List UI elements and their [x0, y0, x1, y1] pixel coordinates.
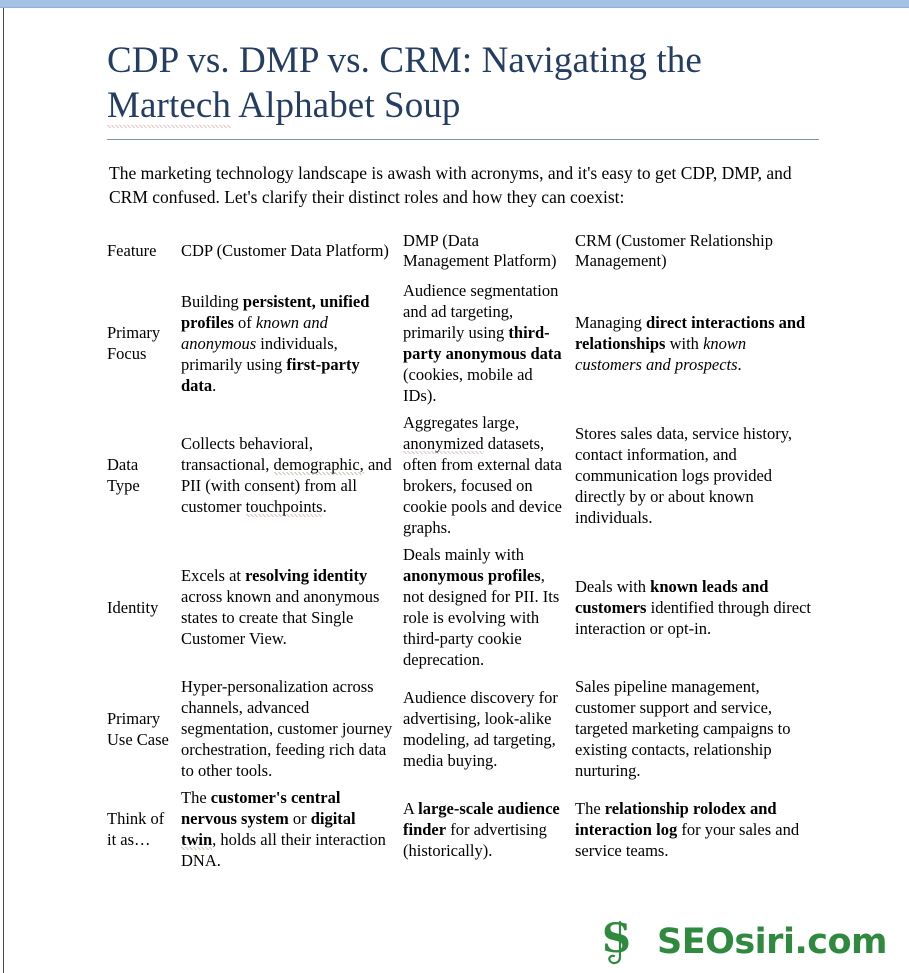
row-label-data-type: Data Type [107, 455, 140, 495]
cell-dmp-data-type: Aggregates large, anonymized datasets, often from external data brokers, focused on cookie pools and device graphs. [403, 413, 562, 537]
cell-crm-primary-focus: Managing direct interactions and relationships with known customers and prospects. [575, 312, 806, 374]
cell-cdp-primary-use-case: Hyper-personalization across channels, advanced segmentation, customer journey orchestration, feeding rich data to other tools. [181, 677, 393, 780]
page-title-line-2-rest: Alphabet Soup [230, 85, 461, 126]
seosiri-logo[interactable] [600, 917, 887, 967]
column-header-cdp: CDP (Customer Data Platform) [181, 241, 389, 260]
document-page [4, 8, 909, 973]
cell-crm-think-of-it-as: The relationship rolodex and interaction log for your sales and service teams. [575, 798, 800, 860]
browser-top-bar [0, 0, 909, 8]
cell-cdp-identity: Excels at resolving identity across known and anonymous states to create that Single Customer View. [181, 566, 380, 648]
title-divider [107, 139, 819, 140]
cell-cdp-primary-focus: Building persistent, unified profiles of known and anonymous individuals, primarily using first-party data. [181, 291, 370, 395]
cell-cdp-think-of-it-as: The customer's central nervous system or digital twin, holds all their interaction DNA. [181, 788, 386, 870]
row-label-primary-use-case: Primary Use Case [107, 708, 169, 749]
table-row [107, 541, 823, 673]
seosiri-logo-text: SEOsiri.com [656, 921, 887, 962]
cell-dmp-primary-use-case: Audience discovery for advertising, look-alike modeling, ad targeting, media buying. [403, 687, 558, 770]
cell-dmp-identity: Deals mainly with anonymous profiles, not designed for PII. Its role is evolving with third-party cookie deprecation. [403, 545, 560, 669]
table-header [107, 231, 823, 277]
seosiri-monogram-icon [600, 917, 644, 967]
cell-cdp-data-type: Collects behavioral, transactional, demographic, and PII (with consent) from all customer touchpoints. [181, 434, 392, 516]
svg-text:S: S [601, 917, 631, 962]
table-row [107, 277, 823, 409]
column-header-dmp: DMP (Data Management Platform) [403, 231, 557, 270]
cell-dmp-think-of-it-as: A large-scale audience finder for advertising (historically). [403, 798, 560, 860]
document-content [107, 38, 825, 874]
table-header-row [107, 231, 823, 277]
cell-crm-data-type: Stores sales data, service history, contact information, and communication logs provided directly by or about known individuals. [575, 423, 793, 527]
comparison-table [107, 231, 823, 874]
cell-crm-primary-use-case: Sales pipeline management, customer support and service, targeted marketing campaigns to existing contacts, relationship nurturing. [575, 677, 791, 780]
page-title [107, 38, 825, 128]
table-body [107, 277, 823, 874]
page-title-misspelled-word: Martech [107, 85, 231, 126]
page-title-line-1: CDP vs. DMP vs. CRM: Navigating the [107, 40, 702, 81]
row-label-identity: Identity [107, 597, 159, 617]
cell-crm-identity: Deals with known leads and customers identified through direct interaction or opt-in. [575, 576, 811, 638]
row-label-think-of-it-as: Think of it as… [107, 809, 165, 849]
table-row [107, 673, 823, 784]
intro-paragraph: The marketing technology landscape is awash with acronyms, and it's easy to get CDP, DMP, and CRM confused. Let's clarify their distinct roles and how they can coexist: [109, 163, 792, 207]
column-header-feature: Feature [107, 241, 157, 260]
table-row [107, 784, 823, 874]
cell-dmp-primary-focus: Audience segmentation and ad targeting, primarily using third-party anonymous data (cookies, mobile ad IDs). [403, 281, 562, 405]
row-label-primary-focus: Primary Focus [107, 323, 161, 363]
table-row [107, 409, 823, 541]
column-header-crm: CRM (Customer Relationship Management) [575, 231, 773, 270]
